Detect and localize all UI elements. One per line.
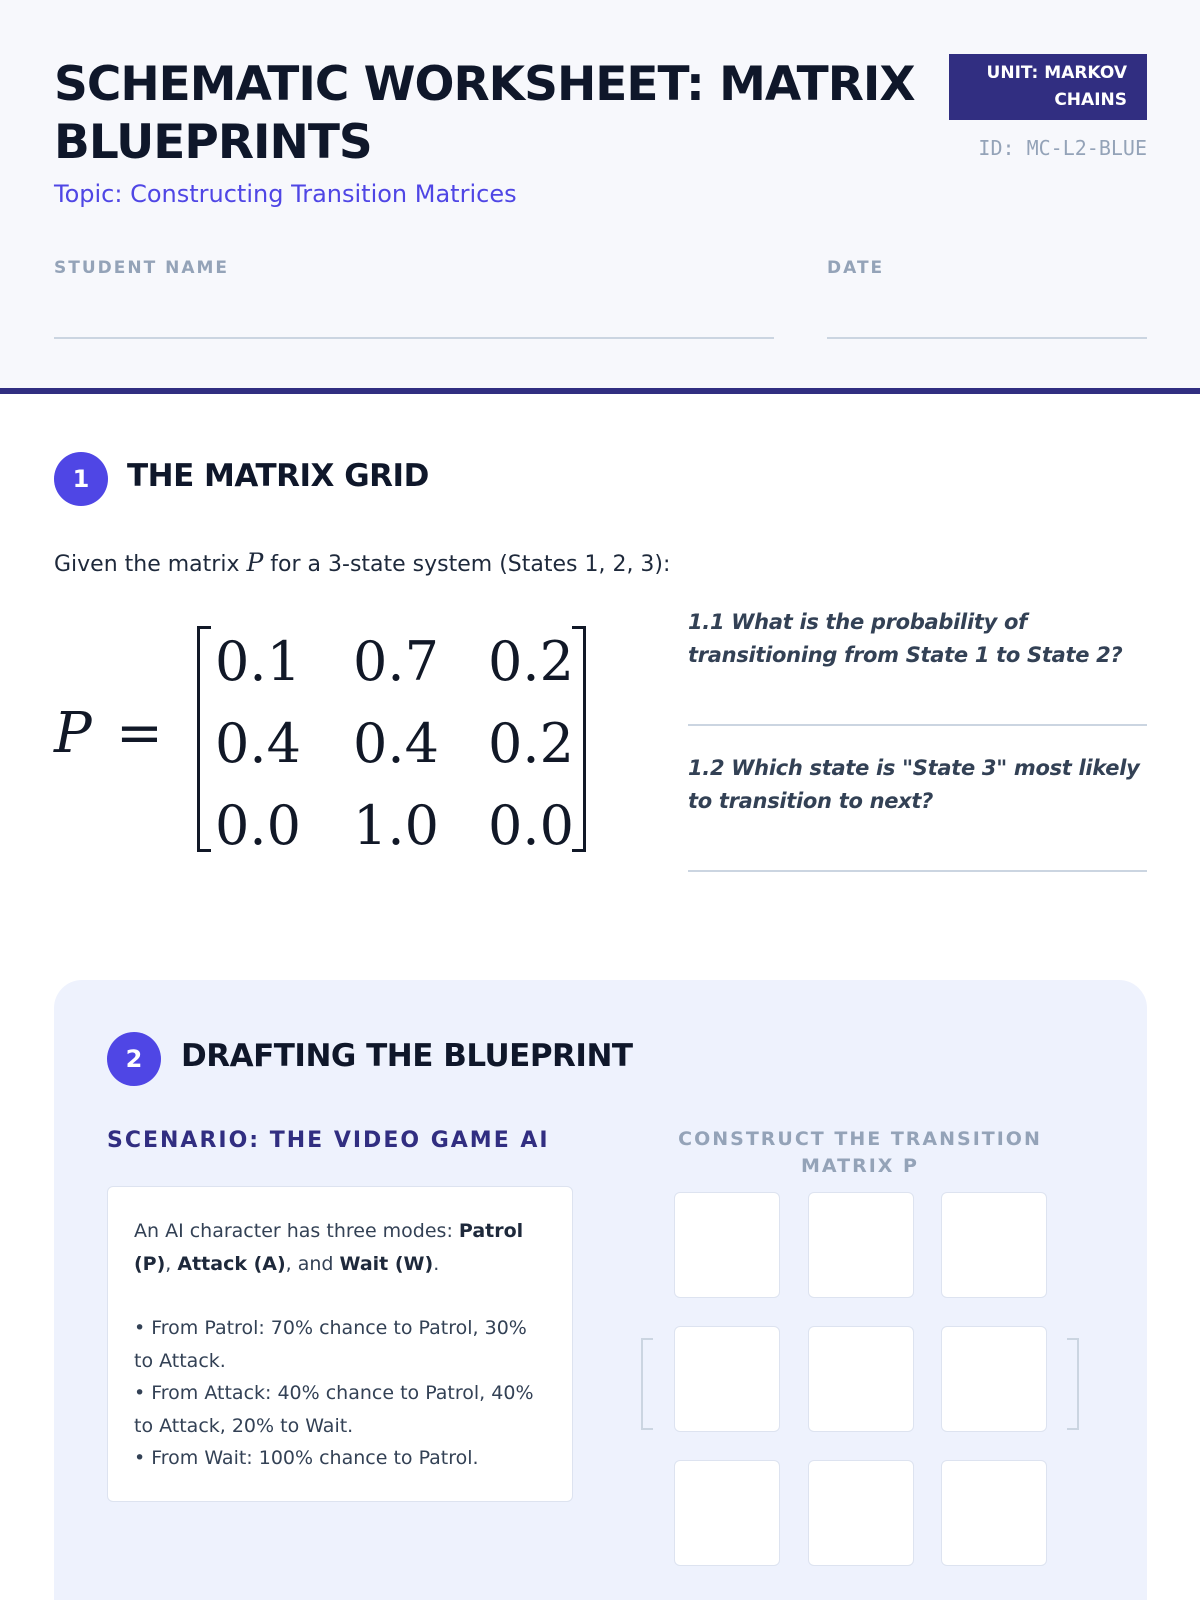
question-1-1: 1.1 What is the probability of transitioning from State 1 to State 2? (688, 610, 1123, 667)
scenario-intro-end: . (433, 1252, 440, 1275)
section-1-number-badge: 1 (54, 452, 108, 506)
scenario-rule-patrol: • From Patrol: 70% chance to Patrol, 30% to Attack. (134, 1317, 527, 1372)
given-statement (54, 548, 670, 577)
mode-wait: Wait (W) (339, 1252, 434, 1275)
given-text-after: for a 3-state system (States 1, 2, 3): (263, 552, 671, 577)
blueprint-input-r1c3[interactable] (941, 1192, 1047, 1298)
scenario-rule-wait: • From Wait: 100% chance to Patrol. (134, 1447, 479, 1469)
blueprint-left-bracket (641, 1338, 653, 1430)
scenario-intro-text: An AI character has three modes: (134, 1220, 459, 1242)
mode-separator-2: , and (285, 1252, 340, 1275)
student-name-field[interactable] (54, 337, 774, 339)
answer-line-1-2[interactable] (688, 870, 1147, 872)
mode-separator-1: , (165, 1252, 178, 1275)
matrix-cell-r3c2: 1.0 (353, 794, 439, 857)
scenario-heading: SCENARIO: THE VIDEO GAME AI (107, 1128, 550, 1153)
construct-matrix-heading: CONSTRUCT THE TRANSITION MATRIX P (678, 1128, 1042, 1177)
blueprint-input-r2c3[interactable] (941, 1326, 1047, 1432)
worksheet-header (0, 0, 1200, 394)
question-1-2: 1.2 Which state is "State 3" most likely to transition to next? (688, 756, 1140, 813)
transition-matrix-display (54, 612, 614, 862)
blueprint-input-r3c2[interactable] (808, 1460, 914, 1566)
given-text-before: Given the matrix (54, 552, 247, 577)
matrix-cell-r2c1: 0.4 (215, 712, 301, 775)
unit-badge: UNIT: MARKOV CHAINS (949, 54, 1147, 120)
worksheet-id: ID: MC-L2-BLUE (978, 136, 1147, 160)
section-2-number-badge: 2 (107, 1032, 161, 1086)
scenario-rule-attack: • From Attack: 40% chance to Patrol, 40% to Attack, 20% to Wait. (134, 1382, 534, 1437)
date-label: DATE (827, 258, 885, 278)
matrix-cell-r1c1: 0.1 (215, 630, 301, 693)
scenario-card (107, 1186, 573, 1502)
section-1-title: THE MATRIX GRID (127, 458, 429, 494)
blueprint-input-r1c2[interactable] (808, 1192, 914, 1298)
matrix-cell-r1c2: 0.7 (353, 630, 439, 693)
matrix-cell-r1c3: 0.2 (488, 630, 574, 693)
date-field[interactable] (827, 337, 1147, 339)
matrix-equals-sign: = (116, 701, 163, 766)
section-2-title: DRAFTING THE BLUEPRINT (181, 1038, 633, 1074)
matrix-cell-r3c1: 0.0 (215, 794, 301, 857)
blueprint-input-r3c1[interactable] (674, 1460, 780, 1566)
mode-patrol: Patrol (P) (134, 1220, 524, 1275)
student-name-label: STUDENT NAME (54, 258, 230, 278)
scenario-intro (134, 1215, 546, 1280)
answer-line-1-1[interactable] (688, 724, 1147, 726)
matrix-label: P (54, 701, 92, 766)
topic-subtitle: Topic: Constructing Transition Matrices (54, 180, 517, 208)
given-matrix-symbol: P (246, 548, 264, 577)
mode-attack: Attack (A) (177, 1252, 286, 1275)
blueprint-input-r1c1[interactable] (674, 1192, 780, 1298)
blueprint-input-r3c3[interactable] (941, 1460, 1047, 1566)
matrix-cell-r2c3: 0.2 (488, 712, 574, 775)
blueprint-input-r2c1[interactable] (674, 1326, 780, 1432)
matrix-cell-r3c3: 0.0 (488, 794, 574, 857)
worksheet-title: SCHEMATIC WORKSHEET: MATRIX BLUEPRINTS (54, 57, 915, 170)
matrix-cell-r2c2: 0.4 (353, 712, 439, 775)
blueprint-right-bracket (1067, 1338, 1079, 1430)
blueprint-input-r2c2[interactable] (808, 1326, 914, 1432)
